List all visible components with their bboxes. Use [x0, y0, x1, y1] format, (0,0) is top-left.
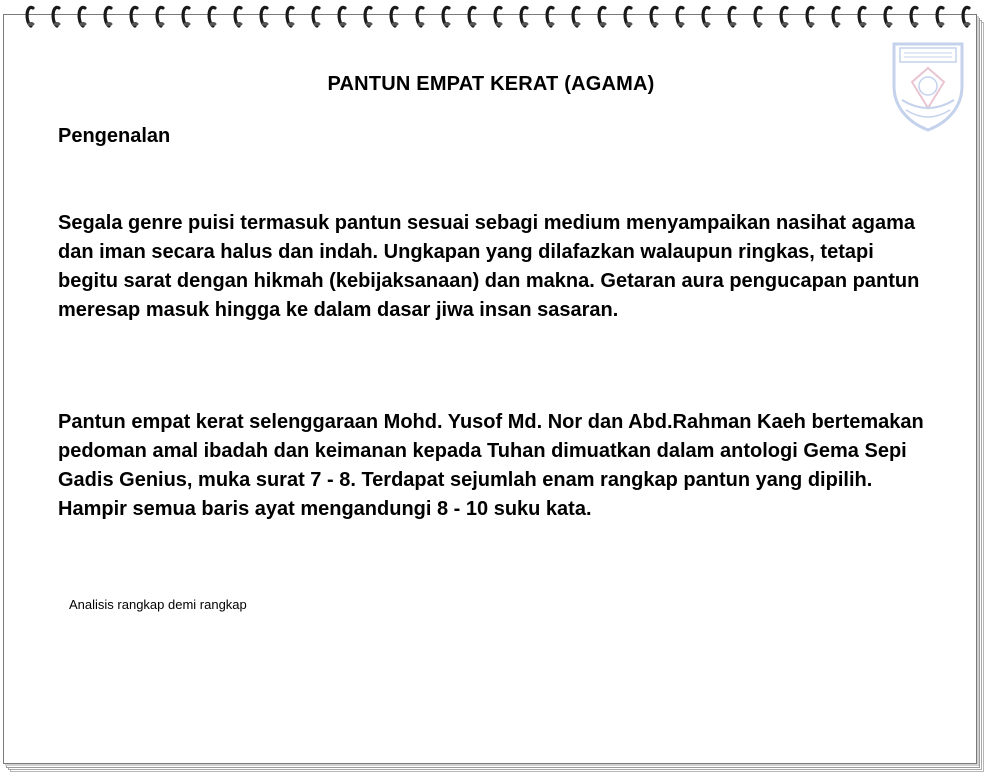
anthology-paragraph: Pantun empat kerat selenggaraan Mohd. Yusof Md. Nor dan Abd.Rahman Kaeh bertemakan pedoman amal ibadah dan keimanan kepada Tuhan dimuatkan dalam antologi Gema Sepi Gadis Genius, muka surat 7 - 8. Terdapat sejumlah enam rangkap pantun yang dipilih. Hampir semua baris ayat mengandungi 8 - 10 suku kata. — [58, 411, 924, 520]
section-heading: Pengenalan — [58, 125, 171, 147]
spiral-ring-icon — [157, 7, 164, 26]
analysis-link[interactable]: Analisis rangkap demi rangkap — [69, 597, 247, 612]
spiral-ring-icon — [521, 7, 528, 26]
spiral-ring-icon — [703, 7, 710, 26]
spiral-ring-icon — [833, 7, 840, 26]
spiral-ring-icon — [573, 7, 580, 26]
page-title: PANTUN EMPAT KERAT (AGAMA) — [327, 73, 655, 95]
spiral-ring-icon — [625, 7, 632, 26]
spiral-ring-icon — [781, 7, 788, 26]
spiral-ring-icon — [339, 7, 346, 26]
spiral-ring-icon — [27, 7, 34, 26]
spiral-ring-icon — [963, 7, 970, 26]
spiral-ring-icon — [729, 7, 736, 26]
spiral-ring-icon — [79, 7, 86, 26]
spiral-ring-icon — [261, 7, 268, 26]
spiral-ring-icon — [365, 7, 372, 26]
spiral-ring-icon — [677, 7, 684, 26]
spiral-ring-icon — [937, 7, 944, 26]
spiral-ring-icon — [53, 7, 60, 26]
spiral-ring-icon — [287, 7, 294, 26]
spiral-ring-icon — [391, 7, 398, 26]
spiral-ring-icon — [859, 7, 866, 26]
spiral-ring-icon — [183, 7, 190, 26]
spiral-ring-icon — [911, 7, 918, 26]
spiral-binding — [0, 0, 988, 32]
spiral-ring-icon — [209, 7, 216, 26]
spiral-ring-icon — [313, 7, 320, 26]
spiral-ring-icon — [417, 7, 424, 26]
spiral-ring-icon — [547, 7, 554, 26]
spiral-ring-icon — [443, 7, 450, 26]
intro-paragraph: Segala genre puisi termasuk pantun sesuai sebagi medium menyampaikan nasihat agama dan iman secara halus dan indah. Ungkapan yang dilafazkan walaupun ringkas, tetapi begitu sarat dengan hikmah (kebijaksanaan) dan makna. Getaran aura pengucapan pantun meresap masuk hingga ke dalam dasar jiwa insan sasaran. — [58, 212, 920, 321]
spiral-ring-icon — [469, 7, 476, 26]
spiral-ring-icon — [235, 7, 242, 26]
spiral-ring-icon — [131, 7, 138, 26]
spiral-ring-icon — [105, 7, 112, 26]
spiral-ring-icon — [755, 7, 762, 26]
spiral-ring-icon — [807, 7, 814, 26]
spiral-ring-icon — [599, 7, 606, 26]
spiral-ring-icon — [495, 7, 502, 26]
spiral-ring-icon — [885, 7, 892, 26]
spiral-ring-icon — [651, 7, 658, 26]
